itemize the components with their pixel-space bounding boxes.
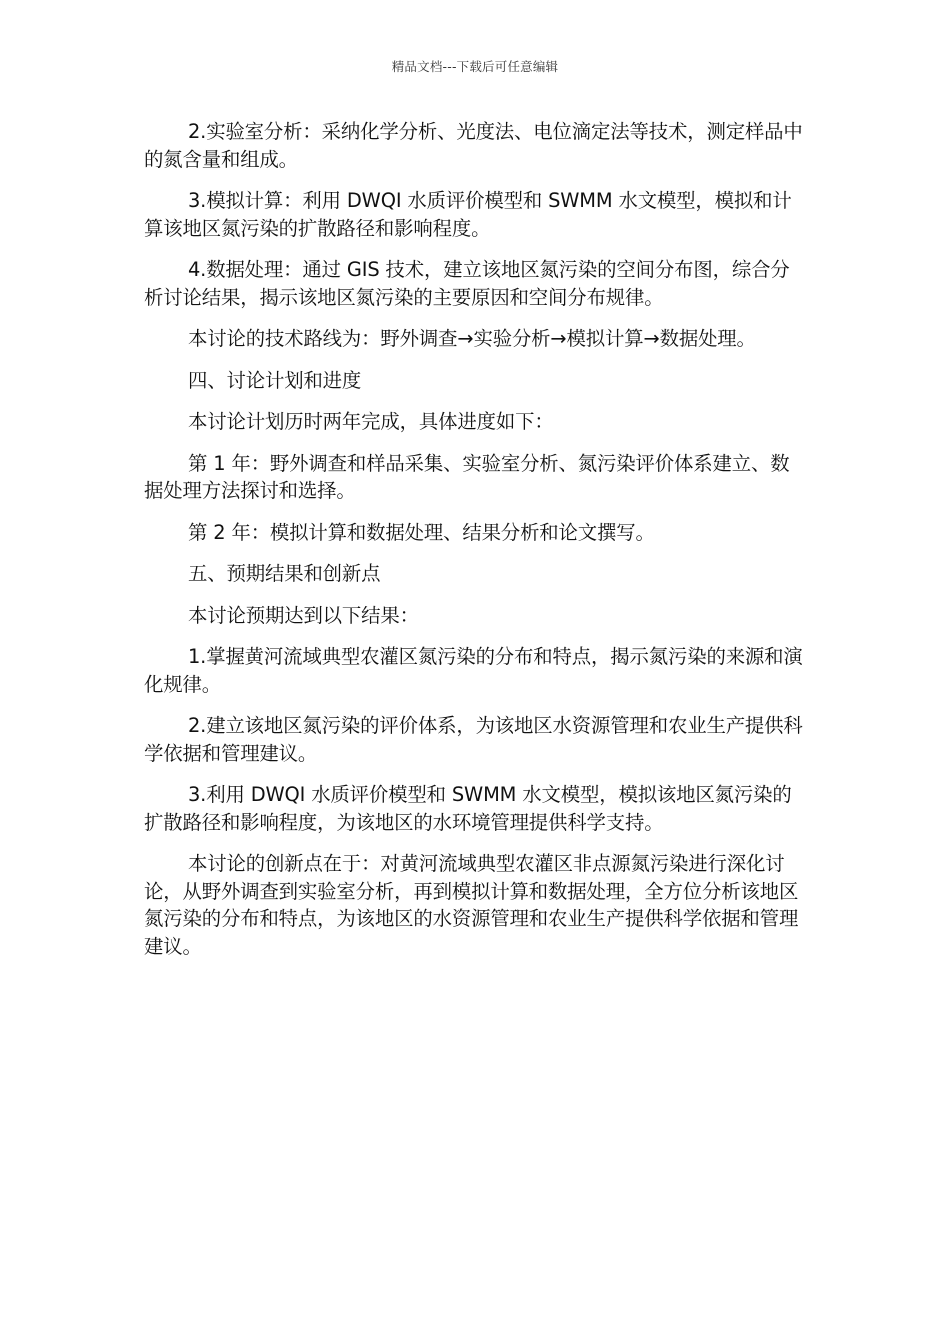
page-header: 精品文档---下载后可任意编辑 — [391, 59, 559, 74]
section-heading-results: 五、预期结果和创新点 — [188, 562, 381, 585]
paragraph-result-3: 3.利用 DWQI 水质评价模型和 SWMM 水文模型，模拟该地区氮污染的扩散路径和影响程度，为该地区的水环境管理提供科学支持。 — [144, 783, 792, 834]
paragraph-simulation: 3.模拟计算：利用 DWQI 水质评价模型和 SWMM 水文模型，模拟和计算该地区氮污染的扩散路径和影响程度。 — [144, 189, 792, 240]
section-heading-plan: 四、讨论计划和进度 — [188, 368, 362, 392]
paragraph-lab-analysis: 2.实验室分析：采纳化学分析、光度法、电位滴定法等技术，测定样品中的氮含量和组成。 — [144, 120, 803, 171]
paragraph-year-2: 第 2 年：模拟计算和数据处理、结果分析和论文撰写。 — [188, 520, 655, 544]
paragraph-technical-route: 本讨论的技术路线为：野外调查→实验分析→模拟计算→数据处理。 — [188, 327, 756, 350]
paragraph-result-2: 2.建立该地区氮污染的评价体系，为该地区水资源管理和农业生产提供科学依据和管理建议。 — [144, 714, 803, 765]
paragraph-year-1: 第 1 年：野外调查和样品采集、实验室分析、氮污染评价体系建立、数据处理方法探讨和选择。 — [144, 451, 790, 502]
paragraph-results-intro: 本讨论预期达到以下结果： — [188, 603, 419, 627]
paragraph-data-processing: 4.数据处理：通过 GIS 技术，建立该地区氮污染的空间分布图，综合分析讨论结果，揭示该地区氮污染的主要原因和空间分布规律。 — [144, 258, 790, 309]
paragraph-innovation: 本讨论的创新点在于：对黄河流域典型农灌区非点源氮污染进行深化讨论，从野外调查到实验室分析，再到模拟计算和数据处理，全方位分析该地区氮污染的分布和特点，为该地区的水资源管理和农业生产提供科学依据和管理建议。 — [144, 852, 799, 958]
paragraph-plan-intro: 本讨论计划历时两年完成，具体进度如下： — [188, 410, 554, 433]
paragraph-result-1: 1.掌握黄河流域典型农灌区氮污染的分布和特点，揭示氮污染的来源和演化规律。 — [144, 645, 803, 696]
document-body — [144, 118, 808, 974]
